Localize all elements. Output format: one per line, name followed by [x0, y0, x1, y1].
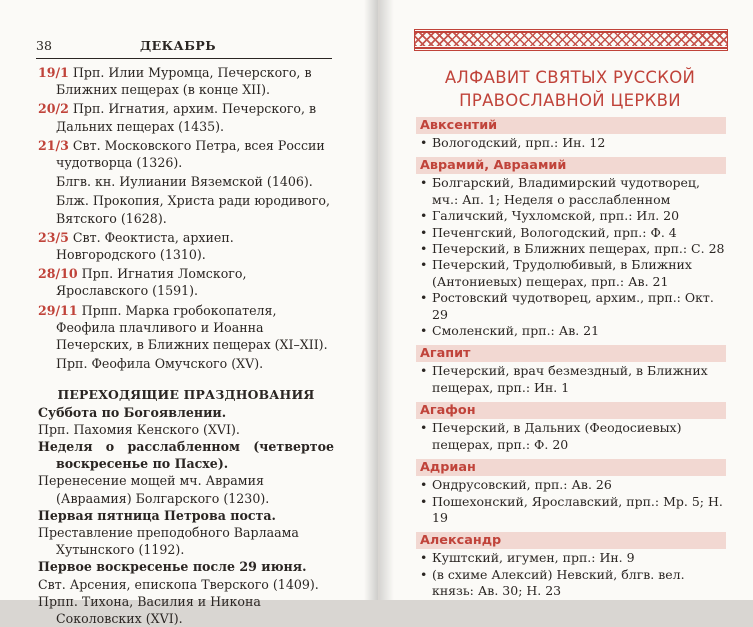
feast-text: Прпп. Тихона, Василия и Никона Соколовских (XVI).	[38, 593, 261, 627]
section-title: ПЕРЕХОДЯЩИЕ ПРАЗДНОВАНИЯ	[57, 387, 315, 403]
feast-heading: Неделя о расслабленном (четвертое воскресенье по Пасхе).	[38, 439, 334, 472]
feast-text: Перенесение мощей мч. Аврамия (Авраамия) Болгарского (1230).	[38, 473, 270, 506]
list-item: • Печерский, Трудолюбивый, в Ближних (Антониевых) пещерах, прп.: Ав. 21	[416, 257, 726, 290]
feast-text: Свт. Арсения, епископа Тверского (1409).	[38, 576, 319, 592]
list-item: • Печерский, в Ближних пещерах, прп.: С. 28	[416, 241, 726, 257]
feast-item	[38, 438, 334, 507]
chapter-title-line: ПРАВОСЛАВНОЙ ЦЕРКВИ	[459, 91, 681, 110]
list-item: • Куштский, игумен, прп.: Ин. 9	[416, 550, 726, 566]
gutter-shadow	[364, 0, 378, 600]
calendar-subentry: Блгв. кн. Иулиании Вяземской (1406).	[56, 174, 313, 190]
saint-name: Агапит	[416, 345, 726, 362]
entry-date: 19/1	[38, 65, 69, 80]
ornamental-border	[414, 29, 728, 51]
entry-text: Свт. Московского Петра, всея России чудотворца (1326).	[56, 137, 325, 171]
saint-entry	[416, 402, 726, 453]
list-item: • Вологодский, прп.: Ин. 12	[416, 135, 726, 151]
saint-list	[416, 550, 726, 599]
running-head: ДЕКАБРЬ	[140, 38, 217, 53]
ornament-pattern	[415, 33, 727, 46]
list-item: • Пошехонский, Ярославский, прп.: Мр. 5; Н. 19	[416, 494, 726, 527]
page-number: 38	[36, 38, 52, 53]
calendar-entries	[38, 64, 334, 627]
saint-name: Авксентий	[416, 117, 726, 134]
list-item: • Печенгский, Вологодский, прп.: Ф. 4	[416, 225, 726, 241]
list-item: • (в схиме Алексий) Невский, блгв. вел. князь: Ав. 30; Н. 23	[416, 567, 726, 600]
saint-name: Аврамий, Авраамий	[416, 157, 726, 174]
ornament-line	[415, 47, 727, 49]
saint-entry	[416, 345, 726, 396]
chapter-title-line: АЛФАВИТ СВЯТЫХ РУССКОЙ	[444, 68, 696, 87]
saint-entry	[416, 117, 726, 151]
chapter-title	[414, 66, 726, 112]
page-header	[36, 38, 332, 59]
entry-date: 29/11	[38, 302, 78, 318]
calendar-entry	[38, 302, 334, 354]
calendar-subentry: Прп. Феофила Омучского (XV).	[56, 356, 264, 372]
entry-date: 28/10	[38, 266, 78, 282]
saint-entry	[416, 532, 726, 599]
list-item: • Печерский, в Дальних (Феодосиевых) пещерах, прп.: Ф. 20	[416, 420, 726, 453]
entry-date: 23/5	[38, 229, 69, 245]
entry-text: Прп. Илии Муромца, Печерского, в Ближних пещерах (в конце XII).	[56, 65, 312, 98]
gutter-shadow	[380, 0, 394, 600]
feast-item	[38, 404, 334, 438]
saint-list	[416, 477, 726, 526]
entry-date: 21/3	[38, 137, 69, 153]
saint-list	[416, 135, 726, 151]
entry-text: Прп. Игнатия Ломского, Ярославского (1591).	[56, 266, 247, 299]
calendar-entry	[38, 229, 334, 263]
feast-item	[38, 558, 334, 627]
entry-text: Свт. Феоктиста, архиеп. Новгородского (1310).	[56, 229, 234, 263]
saint-name: Адриан	[416, 459, 726, 476]
list-item: • Смоленский, прп.: Ав. 21	[416, 323, 726, 339]
feast-heading: Суббота по Богоявлении.	[38, 404, 227, 420]
entry-text: Прп. Игнатия, архим. Печерского, в Дальних пещерах (1435).	[56, 101, 317, 134]
saint-entry	[416, 157, 726, 339]
entry-date: 20/2	[38, 101, 69, 117]
saints-index	[416, 117, 726, 606]
list-item: • Ростовский чудотворец, архим., прп.: Окт. 29	[416, 290, 726, 323]
calendar-subentry: Блж. Прокопия, Христа ради юродивого, Вятского (1628).	[56, 193, 330, 226]
list-item: • Печерский, врач безмездный, в Ближних пещерах, прп.: Ин. 1	[416, 363, 726, 396]
list-item: • Болгарский, Владимирский чудотворец, мч.: Ап. 1; Неделя о расслабленном	[416, 175, 726, 208]
feast-text: Прп. Пахомия Кенского (XVI).	[38, 421, 240, 437]
calendar-entry	[38, 137, 334, 171]
feast-text: Преставление преподобного Варлаама Хутынского (1192).	[38, 525, 299, 558]
calendar-entry	[38, 100, 334, 134]
feast-item	[38, 507, 334, 559]
right-page	[380, 0, 753, 600]
calendar-entry	[38, 265, 334, 299]
list-item: • Ондрусовский, прп.: Ав. 26	[416, 477, 726, 493]
saint-list	[416, 175, 726, 339]
list-item: • Галичский, Чухломской, прп.: Ил. 20	[416, 208, 726, 224]
calendar-entry	[38, 64, 334, 98]
saint-list	[416, 420, 726, 453]
saint-name: Александр	[416, 532, 726, 549]
saint-list	[416, 363, 726, 396]
saint-name: Агафон	[416, 402, 726, 419]
saint-entry	[416, 459, 726, 526]
feast-heading: Первое воскресенье после 29 июня.	[38, 559, 307, 575]
entry-text: Прпп. Марка гробокопателя, Феофила плачливого и Иоанна Печерских, в Ближних пещерах (XI–XII).	[56, 302, 328, 353]
feast-heading: Первая пятница Петрова поста.	[38, 507, 276, 523]
